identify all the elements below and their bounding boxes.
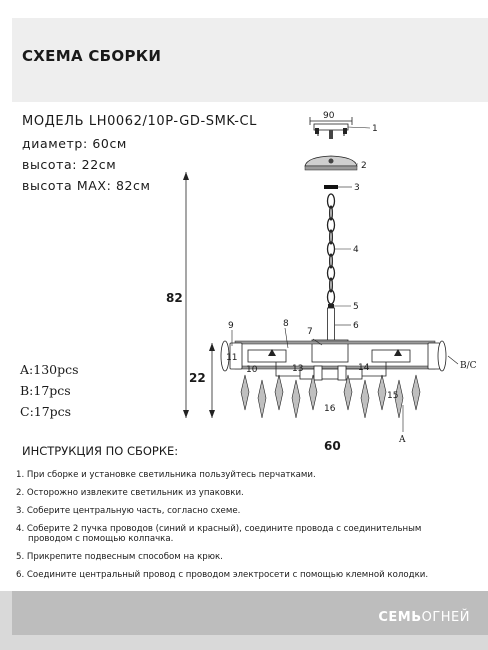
diameter-dimension (224, 439, 444, 450)
callout-7: 7 (307, 327, 313, 337)
dim-diameter-label: 60 (324, 439, 341, 450)
callout-15: 15 (387, 391, 399, 401)
callout-1: 1 (372, 124, 378, 134)
dim-total-height-label: 82 (166, 291, 183, 305)
assembly-diagram (0, 100, 488, 450)
callout-6: 6 (353, 321, 359, 331)
label-bc: B/C (460, 361, 477, 371)
instructions-heading: ИНСТРУКЦИЯ ПО СБОРКЕ: (22, 444, 179, 458)
instruction-step: 2. Осторожно извлеките светильник из упаковки. (16, 488, 244, 498)
instruction-step-continuation: проводом с помощью колпачка. (28, 534, 174, 544)
callout-13: 13 (292, 364, 304, 374)
instruction-step-line: 4. Соберите 2 пучка проводов (синий и красный), соедините провода с соединительным (16, 524, 422, 534)
callout-9: 9 (228, 321, 234, 331)
instruction-step: 1. При сборке и установке светильника пользуйтесь перчатками. (16, 470, 316, 480)
callout-10: 10 (246, 365, 258, 375)
instruction-step: 3. Соберите центральную часть, согласно схеме. (16, 506, 241, 516)
page-title: СХЕМА СБОРКИ (22, 47, 162, 65)
brand-bold: СЕМЬ (378, 610, 422, 625)
instruction-step: 5. Прикрепите подвесным способом на крюк. (16, 552, 223, 562)
total-height-dimension (166, 172, 189, 418)
callout-14: 14 (358, 363, 370, 373)
instructions-list (16, 470, 476, 588)
callout-4: 4 (353, 245, 359, 255)
diameter-spec: диаметр: 60см (22, 136, 127, 151)
callout-16: 16 (324, 404, 336, 414)
height-max-spec: высота MAX: 82см (22, 178, 151, 193)
callout-2: 2 (361, 161, 367, 171)
locking-ring (324, 185, 338, 189)
top-dimension (310, 111, 352, 125)
callout-leaders (232, 127, 458, 432)
canopy (305, 156, 357, 170)
dim-height-label: 22 (189, 371, 206, 385)
parts-count-a: A:130pcs (20, 362, 79, 377)
label-a: A (399, 435, 406, 445)
callout-8: 8 (283, 319, 289, 329)
model-spec: МОДЕЛЬ LH0062/10P-GD-SMK-CL (22, 114, 258, 129)
brand-logo (378, 610, 470, 625)
parts-count-c: C:17pcs (20, 404, 72, 419)
instruction-step: 6. Соедините центральный провод с проводом электросети с помощью клемной колодки. (16, 570, 429, 580)
mounting-bracket (314, 124, 348, 139)
instruction-step (16, 524, 476, 544)
parts-count-b: B:17pcs (20, 383, 71, 398)
height-dimension (189, 343, 215, 418)
callout-11: 11 (226, 353, 238, 363)
callout-5: 5 (353, 302, 359, 312)
chain (328, 194, 335, 304)
height-spec: высота: 22см (22, 157, 117, 172)
callout-3: 3 (354, 183, 360, 193)
brand-light: ОГНЕЙ (421, 610, 470, 625)
dim-top-label: 90 (323, 111, 335, 121)
